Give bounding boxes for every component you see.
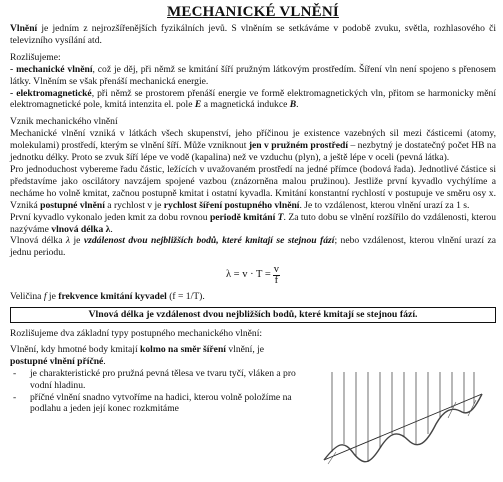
wavelength-paragraph: Vlnová délka λ je vzdálenost dvou nejbližších bodů, které kmitají se stejnou fází; nebo vzdálenost, kterou vlnění urazí za jednu periodu. (10, 235, 496, 259)
intro-paragraph: Vlnění je jedním z nejrozšířenějších fyzikálních jevů. S vlněním se setkáváme v podobě zvuku, světla, rozhlasového či televizního vysílání atd. (10, 23, 496, 46)
document-page (10, 4, 496, 415)
transverse-paragraph: Vlnění, kdy hmotné body kmitají kolmo na směr šíření vlnění, je postupné vlnění příčné. (10, 343, 265, 367)
list-item: - je charakteristické pro pružná pevná tělesa ve tvaru tyčí, vláken a pro vodní hladinu. (13, 367, 296, 391)
formula-lhs: λ = v · T = (225, 269, 271, 281)
frequency-paragraph: Veličina f je frekvence kmitání kyvadel (f = 1/T). (10, 291, 205, 303)
transverse-wave-illustration (318, 372, 488, 480)
period-paragraph: První kyvadlo vykonalo jeden kmit za dobu rovnou periodě kmitání T. Za tuto dobu se vlnění rozšířilo do vzdálenosti, kterou nazýváme vlnová délka λ. (10, 211, 496, 235)
model-paragraph: Pro jednoduchost vybereme řadu částic, ležících v uvažovaném prostředí na jedné přímce (bodová řada). Jednotlivé částice si představíme jako oscilátory navzájem spojené vazbou (znázorněna malou pružinou). Jestliže první kyvadlo vychýlíme a necháme ho volně kmitat, začnou postupně kmitat i ostatní kyvadla. Kmitání konstantní rychlostí v postupuje ve směru osy x. Vzniká postupné vlnění a rychlost v je rychlost šíření postupného vlnění. Je to vzdálenost, kterou vlnění urazí za 1 s. (10, 163, 496, 211)
origin-heading: Vznik mechanického vlnění (10, 116, 118, 128)
transverse-list (10, 368, 300, 416)
page-title: MECHANICKÉ VLNĚNÍ (167, 4, 339, 20)
wavelength-definition-box: Vlnová délka je vzdálenost dvou nejbližších bodů, které kmitají se stejnou fází. (10, 307, 496, 323)
mechanical-wave-definition: - mechanické vlnění, což je děj, při němž se kmitání šíří pružným látkovým prostředím. Šíření vln není spojeno s přenosem látky. Vlněním se však přenáší mechanická energie. (10, 63, 496, 87)
wavelength-formula (10, 260, 496, 290)
pendulum-lines (332, 372, 474, 462)
em-wave-definition: - elektromagnetické, při němž se prostorem přenáší energie ve formě elektromagnetických vln, přitom se harmonicky mění elektromagnetické pole, kmitá intenzita el. pole E a magnetická indukce B. (10, 87, 496, 111)
formula-fraction: $\frac{v}{f}$ (273, 263, 280, 286)
types-intro: Rozlišujeme dva základní typy postupného mechanického vlnění: (10, 328, 263, 340)
transverse-section (10, 344, 300, 415)
wave-axis-line (324, 394, 482, 460)
origin-paragraph: Mechanické vlnění vzniká v látkách všech skupenství, jeho příčinou je existence vazebných sil mezi částicemi (atomy, molekulami) prostředí, kterým se vlnění šíří. Může vzniknout jen v pružném prostředí – nezbytný je dostatečný počet HB na jednotku délky. Proto se zvuk šíří lépe ve vodě (kapalina) než ve vzduchu (plyn), a ještě lépe v oceli (pevná látka). (10, 128, 496, 164)
distinguish-label: Rozlišujeme: (10, 51, 61, 63)
list-item: - příčné vlnění snadno vytvoříme na hadici, kterou volně položíme na podlahu a jeden její konec rozkmitáme (13, 391, 292, 415)
